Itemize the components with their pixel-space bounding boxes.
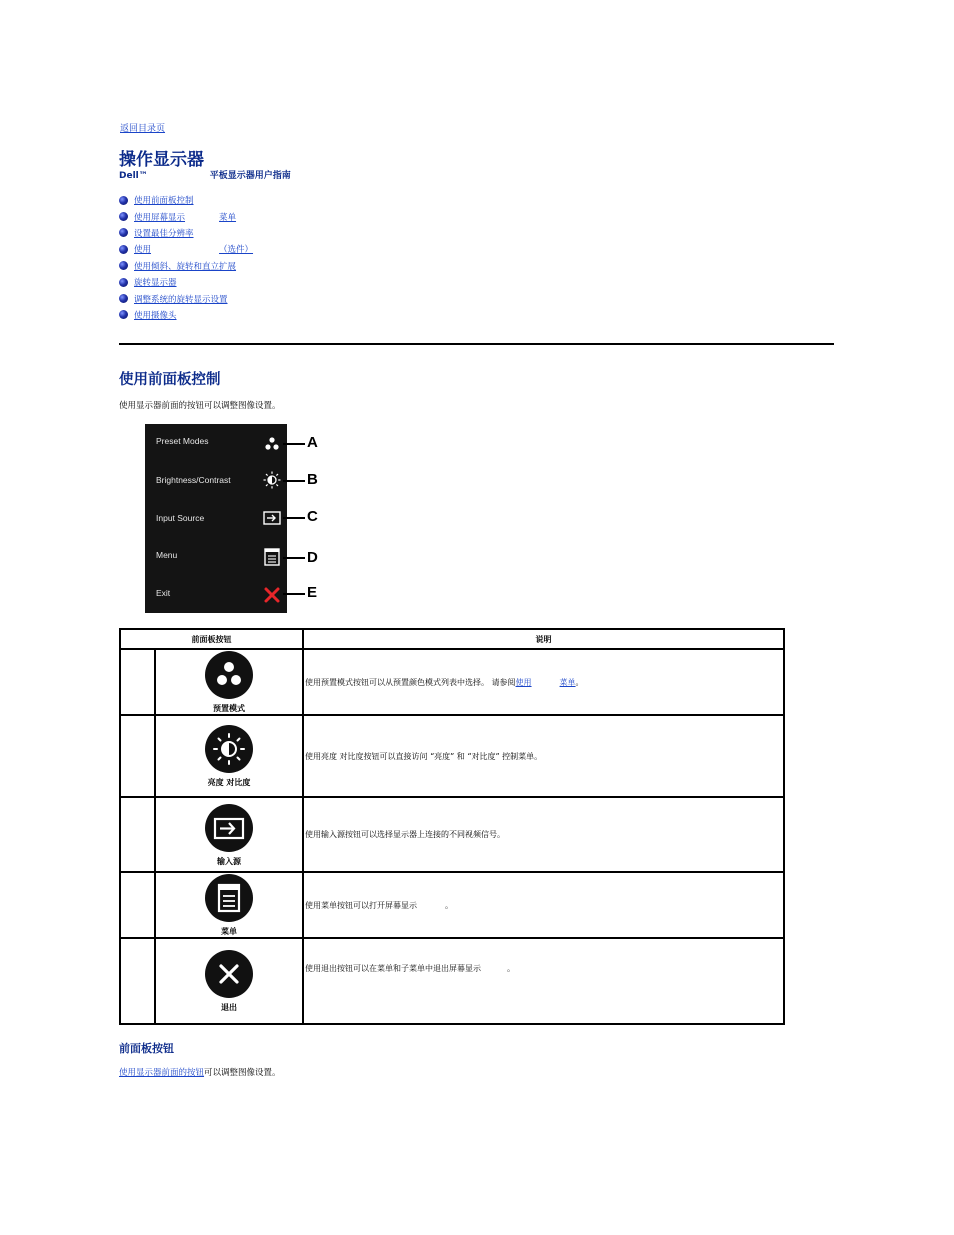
panel-label-input-source: Input Source [156,513,205,523]
description-cell: 使用菜单按钮可以打开屏幕显示 。 [303,872,784,938]
section-title-front-panel: 使用前面板控制 [119,372,221,388]
exit-icon [263,586,281,604]
table-header-row [120,629,784,649]
input-source-icon [204,803,254,853]
guide-subtitle [119,168,291,181]
toc-item [119,192,253,208]
row-label-cell [120,649,155,715]
toc-link-rotation-settings[interactable]: 调整系统的旋转显示设置 [134,294,228,305]
row-label-cell [120,872,155,938]
toc-item [119,290,253,306]
description-cell: 使用亮度 对比度按钮可以直接访问 “亮度” 和 “对比度” 控制菜单。 [303,715,784,797]
toc-link-osd-menu[interactable]: 使用屏幕显示 菜单 [134,212,237,223]
callout-letter-b: B [307,471,318,488]
toc-item [119,274,253,290]
row-label-cell [120,938,155,1024]
button-caption: 退出 [221,1003,237,1012]
table-row [120,715,784,797]
callout-letter-a: A [307,434,318,451]
bullet-icon [119,212,128,221]
callout-line-c [283,517,305,519]
toc-link-rotate[interactable]: 旋转显示器 [134,278,177,289]
toc-link-tilt-swivel[interactable]: 使用倾斜、旋转和直立扩展 [134,261,237,272]
button-icon-cell [155,797,303,872]
callout-line-d [283,557,305,559]
bullet-icon [119,196,128,205]
toc-link-camera[interactable]: 使用摄像头 [134,310,177,321]
bullet-icon [119,310,128,319]
header-front-panel-button: 前面板按钮 [120,629,303,649]
description-cell: 使用退出按钮可以在菜单和子菜单中退出屏幕显示 。 [303,938,784,1024]
osd-menu-link[interactable]: 使用 菜单 [515,677,576,687]
table-row [120,938,784,1024]
preset-modes-icon [263,435,281,453]
callout-letter-d: D [307,549,318,566]
preset-modes-icon [204,650,254,700]
row-label-cell [120,797,155,872]
button-caption: 亮度 对比度 [207,778,251,787]
header-description: 说明 [303,629,784,649]
table-of-contents [119,192,253,323]
section-intro: 使用显示器前面的按钮可以调整图像设置。 [119,401,281,411]
description-cell: 使用输入源按钮可以选择显示器上连接的不同视频信号。 [303,797,784,872]
button-icon-cell [155,715,303,797]
front-buttons-link[interactable]: 使用显示器前面的按钮 [119,1068,205,1078]
exit-icon [204,949,254,999]
callout-line-a [283,443,305,445]
toc-link-resolution[interactable]: 设置最佳分辨率 [134,228,194,239]
guide-name: 平板显示器用户指南 [209,171,291,181]
button-icon-cell [155,872,303,938]
table-row [120,649,784,715]
toc-item [119,241,253,257]
button-icon-cell [155,649,303,715]
row-label-cell [120,715,155,797]
front-panel-illustration [145,424,287,613]
menu-icon [204,873,254,923]
description-cell: 使用预置模式按钮可以从预置颜色模式列表中选择。 请参阅使用 菜单。 [303,649,784,715]
bullet-icon [119,294,128,303]
page-title: 操作显示器 [119,150,204,170]
callout-line-b [283,480,305,482]
button-icon-cell [155,938,303,1024]
brightness-contrast-icon [204,724,254,774]
panel-label-exit: Exit [156,588,171,598]
toc-item [119,208,253,224]
table-row [120,872,784,938]
callout-letter-c: C [307,508,318,525]
back-to-contents-link[interactable]: 返回目录页 [120,124,166,134]
toc-item [119,225,253,241]
callout-line-e [283,593,305,595]
toc-link-front-panel[interactable]: 使用前面板控制 [134,196,194,207]
panel-label-brightness-contrast: Brightness/Contrast [156,475,231,485]
brightness-contrast-icon [263,471,281,489]
front-panel-buttons-table [119,628,785,1025]
input-source-icon [263,509,281,527]
menu-icon [263,548,281,566]
panel-label-menu: Menu [156,550,178,560]
button-caption: 输入源 [217,856,241,866]
section2-text: 使用显示器前面的按钮可以调整图像设置。 [119,1068,281,1078]
toc-link-optional[interactable]: 使用 （选件） [134,245,254,256]
panel-label-preset-modes: Preset Modes [156,436,209,446]
toc-item [119,307,253,323]
callout-letter-e: E [307,584,318,601]
bullet-icon [119,278,128,287]
toc-item [119,258,253,274]
button-caption: 预置模式 [213,704,245,713]
bullet-icon [119,228,128,237]
bullet-icon [119,261,128,270]
section-divider [119,343,834,345]
bullet-icon [119,245,128,254]
table-row [120,797,784,872]
brand-name: Dell™ [119,171,148,181]
section-title-front-panel-buttons: 前面板按钮 [119,1042,174,1055]
button-caption: 菜单 [221,927,237,936]
